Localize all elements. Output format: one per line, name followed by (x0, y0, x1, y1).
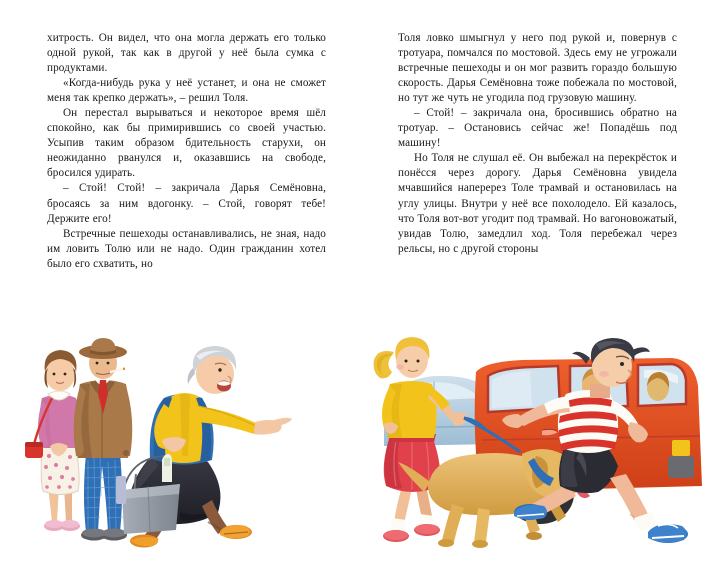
paragraph: – Стой! Стой! – закричала Дарья Семёновна, бросаясь за ним вдогонку. – Стой, говорят тебе! Держите его! (47, 182, 326, 225)
paragraph: хитрость. Он видел, что она могла держать его только одной рукой, так как в другой у неё была сумка с продуктами. (47, 32, 326, 75)
old-woman-running-figure (116, 346, 292, 548)
woman-bystander-figure (25, 350, 80, 531)
paragraph: Он перестал вырываться и некоторое время шёл спокойно, как бы примирившись со своей участью. Усыпив таким образом бдительность старухи, он неожиданно рванулся и, оказавшись на свободе, бросился удирать. (47, 107, 326, 180)
paragraph: Но Толя не слушал её. Он выбежал на перекрёсток и понёсся через дорогу. Дарья Семёновна увидела мчавшийся наперерез Толе трамвай и остановилась на углу улицы. Внутри у неё все похолодело. Ей казалось, что Толя вот-вот угодит под трамвай. Но вагоновожатый, увидав Толю, замедлил ход. Толя перебежал через рельсы, но с другой стороны (398, 152, 677, 255)
left-page-text-column (47, 31, 326, 272)
paragraph: Встречные пешеходы останавливались, не зная, надо им ловить Толю или не надо. Один гражданин хотел было его схватить, но (47, 227, 326, 270)
paragraph: «Когда-нибудь рука у неё устанет, и она не сможет меня так крепко держать», – решил Толя. (47, 77, 326, 105)
paragraph: Толя ловко шмыгнул у него под рукой и, повернув с тротуара, помчался по мостовой. Здесь ему не угрожали встречные пешеходы и он мог развить гораздо большую скорость. Дарья Семёновна тоже побежала по мостовой, но тут же чуть не угодила под грузовую машину. (398, 32, 677, 105)
right-page-illustration (372, 336, 706, 567)
paragraph: – Стой! – закричала она, бросившись обратно на тротуар. – Остановись сейчас же! Попадёшь под машину! (398, 107, 677, 150)
left-page-illustration (12, 336, 337, 567)
right-page-text-column (398, 31, 677, 257)
